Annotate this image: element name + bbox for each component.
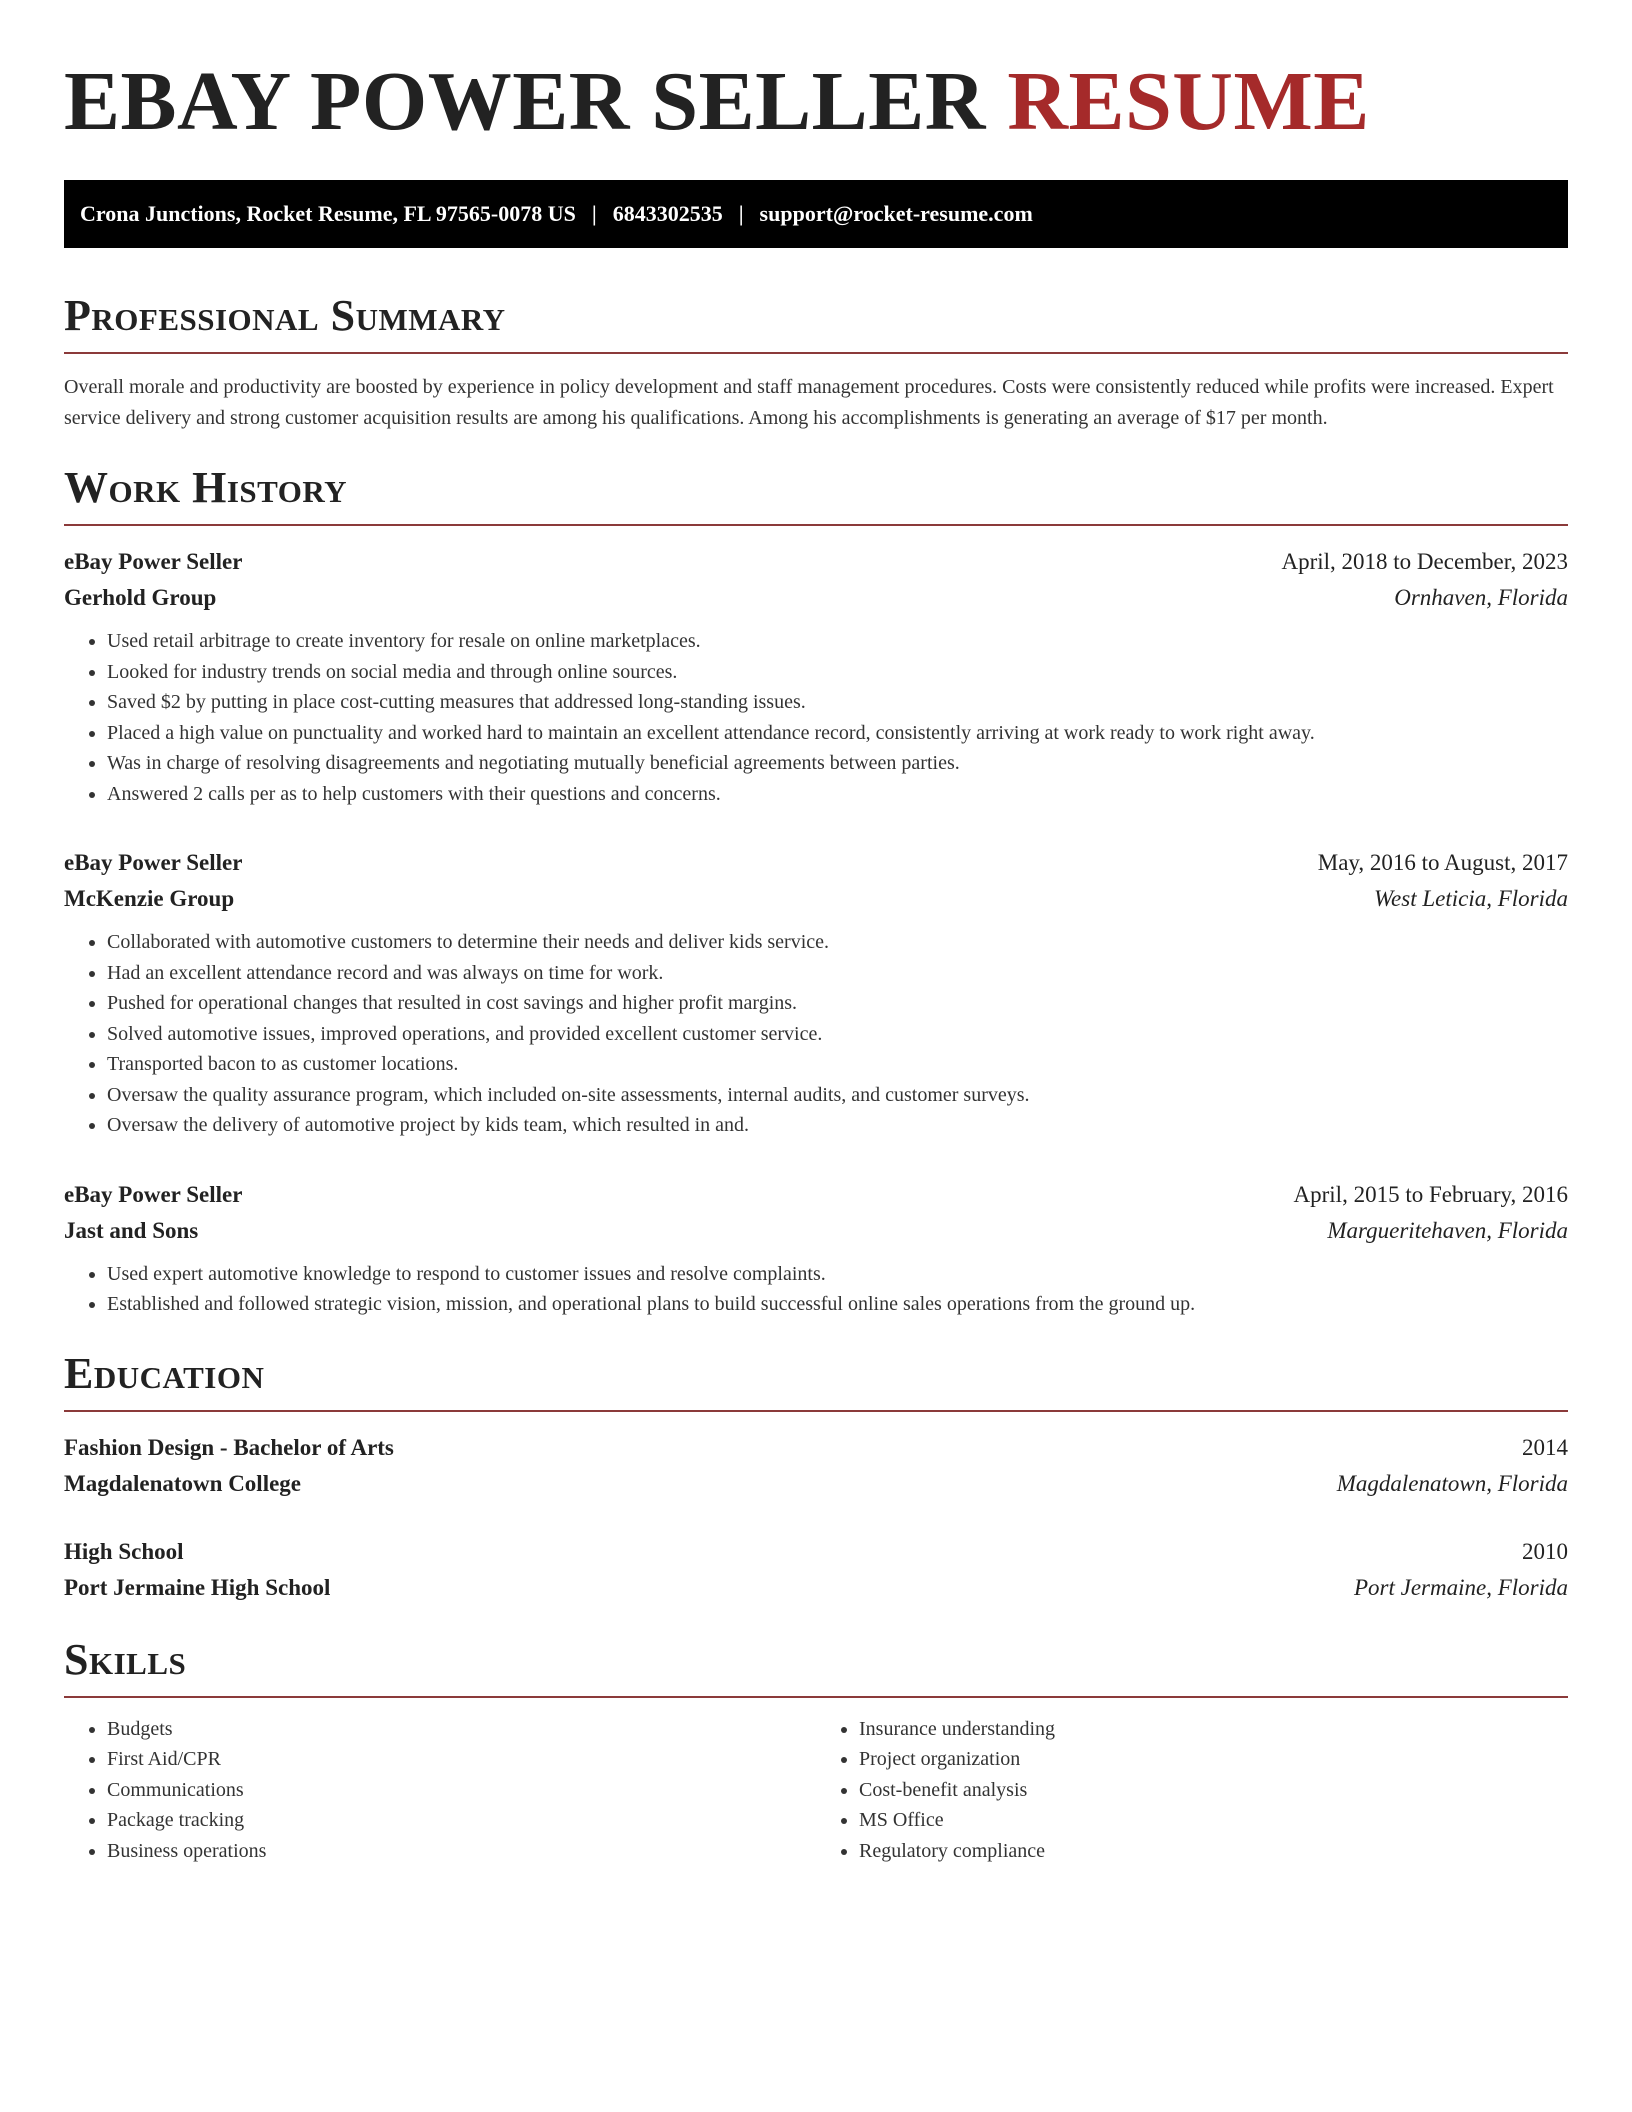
list-item: • Project organization xyxy=(859,1744,1568,1775)
resume-title xyxy=(64,52,1568,152)
job-company: Jast and Sons xyxy=(64,1217,199,1243)
skills-columns xyxy=(64,1714,1568,1867)
list-item: • Solved automotive issues, improved operations, and provided excellent customer service. xyxy=(107,1019,1568,1050)
professional-summary-section xyxy=(64,290,1568,434)
education-school: Magdalenatown College xyxy=(64,1470,302,1496)
contact-separator: | xyxy=(591,201,597,226)
list-item: • Insurance understanding xyxy=(859,1714,1568,1745)
list-item: • Was in charge of resolving disagreements and negotiating mutually beneficial agreements between parties. xyxy=(107,748,1568,779)
list-item: • Budgets xyxy=(107,1714,816,1745)
list-item: • Communications xyxy=(107,1775,816,1806)
job-company: McKenzie Group xyxy=(64,886,235,911)
job-location: West Leticia, Florida xyxy=(1373,886,1568,911)
job-company-row xyxy=(64,1213,1568,1249)
work-history-section xyxy=(64,462,1568,1320)
education-year: 2014 xyxy=(1522,1434,1568,1460)
job-location: Margueritehaven, Florida xyxy=(1327,1217,1568,1243)
education-school-row xyxy=(64,1466,1568,1502)
education-degree: Fashion Design - Bachelor of Arts xyxy=(64,1434,394,1460)
contact-phone: 6843302535 xyxy=(612,201,723,226)
job-header-row xyxy=(64,544,1568,580)
list-item: • Oversaw the quality assurance program, which included on-site assessments, internal audits, and customer surveys. xyxy=(107,1080,1568,1111)
contact-address: Crona Junctions, Rocket Resume, FL 97565-0078 US xyxy=(80,201,576,226)
education-degree-row xyxy=(64,1534,1568,1570)
resume-title-main: EBAY POWER SELLER xyxy=(64,55,986,148)
contact-separator: | xyxy=(738,201,744,226)
section-heading-work: Work History xyxy=(64,462,1568,526)
job-header-row xyxy=(64,845,1568,881)
education-entry xyxy=(64,1534,1568,1606)
education-entry xyxy=(64,1430,1568,1502)
education-location: Port Jermaine, Florida xyxy=(1354,1574,1568,1600)
list-item: • Looked for industry trends on social media and through online sources. xyxy=(107,657,1568,688)
contact-bar xyxy=(64,180,1568,248)
job-company-row xyxy=(64,580,1568,616)
list-item: • Placed a high value on punctuality and worked hard to maintain an excellent attendance record, consistently arriving at work ready to work right away. xyxy=(107,718,1568,749)
job-dates: April, 2015 to February, 2016 xyxy=(1293,1181,1568,1207)
skills-list-left xyxy=(64,1714,816,1867)
summary-text: Overall morale and productivity are boosted by experience in policy development and staff management procedures. Costs were consistently reduced while profits were increased. Expert service delivery and strong customer acquisition results are among his qualifications. Among his accomplishments is generating an average of $17 per month. xyxy=(64,376,1554,429)
education-degree-row xyxy=(64,1430,1568,1466)
list-item: • Used expert automotive knowledge to respond to customer issues and resolve complaints. xyxy=(107,1259,1568,1290)
education-degree: High School xyxy=(64,1538,184,1564)
education-location: Magdalenatown, Florida xyxy=(1336,1470,1568,1496)
list-item: • Regulatory compliance xyxy=(859,1836,1568,1867)
section-heading-education: Education xyxy=(64,1348,1568,1412)
education-section xyxy=(64,1348,1568,1606)
list-item: • Transported bacon to as customer locations. xyxy=(107,1049,1568,1080)
job-entry xyxy=(64,845,1568,1141)
contact-email: support@rocket-resume.com xyxy=(759,201,1033,226)
list-item: • Had an excellent attendance record and was always on time for work. xyxy=(107,958,1568,989)
list-item: • Collaborated with automotive customers to determine their needs and deliver kids service. xyxy=(107,927,1568,958)
job-entry xyxy=(64,544,1568,809)
list-item: • Pushed for operational changes that resulted in cost savings and higher profit margins. xyxy=(107,988,1568,1019)
list-item: • Package tracking xyxy=(107,1805,816,1836)
job-bullets xyxy=(64,626,1568,809)
list-item: • MS Office xyxy=(859,1805,1568,1836)
job-title: eBay Power Seller xyxy=(64,1181,243,1207)
job-title: eBay Power Seller xyxy=(64,549,243,574)
education-year: 2010 xyxy=(1522,1538,1568,1564)
job-title: eBay Power Seller xyxy=(64,850,243,875)
list-item: • Used retail arbitrage to create inventory for resale on online marketplaces. xyxy=(107,626,1568,657)
section-heading-summary: Professional Summary xyxy=(64,290,1568,354)
job-company: Gerhold Group xyxy=(64,585,217,610)
section-heading-skills: Skills xyxy=(64,1634,1568,1698)
job-company-row xyxy=(64,881,1568,917)
list-item: • First Aid/CPR xyxy=(107,1744,816,1775)
list-item: • Saved $2 by putting in place cost-cutting measures that addressed long-standing issues. xyxy=(107,687,1568,718)
skills-section xyxy=(64,1634,1568,1867)
education-school: Port Jermaine High School xyxy=(64,1574,331,1600)
job-dates: May, 2016 to August, 2017 xyxy=(1317,850,1568,875)
job-entry xyxy=(64,1177,1568,1320)
list-item: • Established and followed strategic vision, mission, and operational plans to build successful online sales operations from the ground up. xyxy=(107,1289,1568,1320)
job-dates: April, 2018 to December, 2023 xyxy=(1281,549,1568,574)
job-location: Ornhaven, Florida xyxy=(1394,585,1568,610)
job-bullets xyxy=(64,1259,1568,1320)
list-item: • Oversaw the delivery of automotive project by kids team, which resulted in and. xyxy=(107,1110,1568,1141)
resume-title-accent: RESUME xyxy=(1007,55,1370,148)
skills-list-right xyxy=(816,1714,1568,1867)
job-header-row xyxy=(64,1177,1568,1213)
job-bullets xyxy=(64,927,1568,1141)
education-school-row xyxy=(64,1570,1568,1606)
list-item: • Cost-benefit analysis xyxy=(859,1775,1568,1806)
list-item: • Business operations xyxy=(107,1836,816,1867)
list-item: • Answered 2 calls per as to help customers with their questions and concerns. xyxy=(107,779,1568,810)
